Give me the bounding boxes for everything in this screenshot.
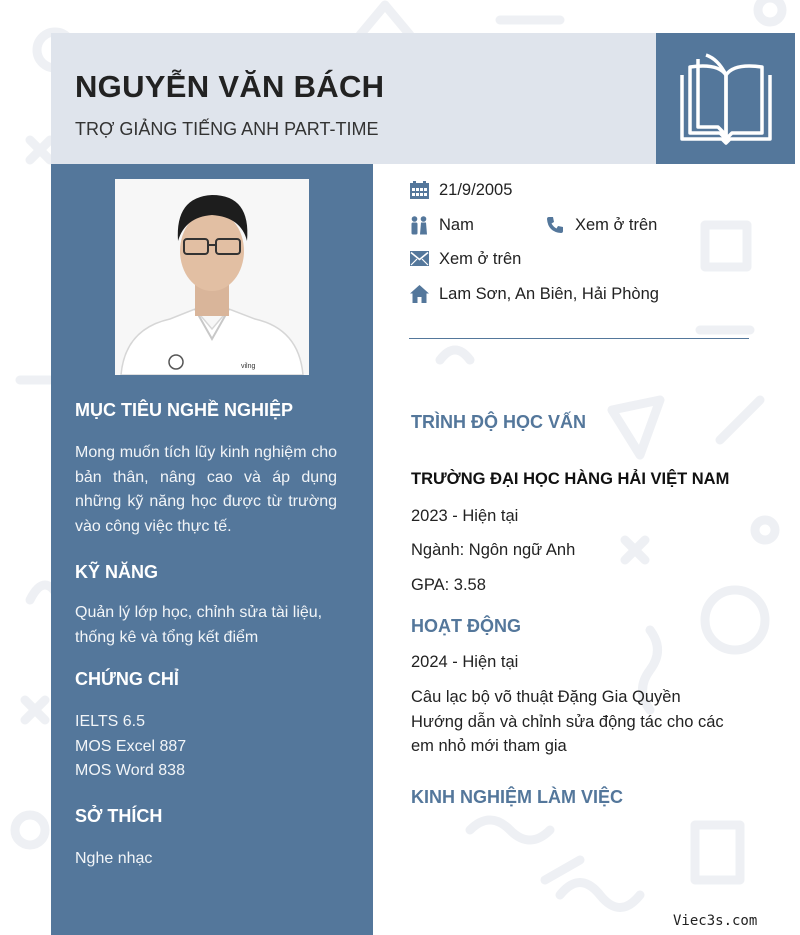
- hobbies-text: Nghe nhạc: [75, 850, 153, 867]
- open-book-icon: [678, 53, 774, 145]
- skills-text: Quản lý lớp học, chỉnh sửa tài liệu, thống kê và tổng kết điểm: [75, 604, 323, 646]
- objective-text: Mong muốn tích lũy kinh nghiệm cho bản thân, nâng cao và áp dụng những kỹ năng học được từ trường vào công việc thực tế.: [75, 444, 337, 535]
- experience-heading: KINH NGHIỆM LÀM VIỆC: [411, 787, 624, 807]
- education-gpa: GPA: 3.58: [411, 576, 486, 594]
- email-icon: [410, 251, 429, 266]
- watermark: Viec3s.com: [673, 913, 758, 929]
- school-name: TRƯỜNG ĐẠI HỌC HÀNG HẢI VIỆT NAM: [411, 470, 730, 488]
- job-title: TRỢ GIẢNG TIẾNG ANH PART-TIME: [75, 119, 379, 139]
- birthday-value: 21/9/2005: [439, 181, 513, 199]
- activity-period: 2024 - Hiện tại: [411, 653, 519, 671]
- email-value[interactable]: Xem ở trên: [439, 250, 522, 268]
- avatar: [115, 179, 309, 375]
- profile-photo: [115, 179, 309, 375]
- header-banner: [51, 33, 656, 164]
- address-value: Lam Sơn, An Biên, Hải Phòng: [439, 285, 659, 303]
- shirt-logo-text: vilng: [241, 363, 256, 370]
- calendar-icon: [410, 181, 429, 199]
- education-period: 2023 - Hiện tại: [411, 507, 519, 525]
- certificates-heading: CHỨNG CHỈ: [75, 669, 179, 689]
- book-logo-box: [656, 33, 795, 164]
- education-heading: TRÌNH ĐỘ HỌC VẤN: [411, 412, 586, 432]
- activity-description: [411, 685, 751, 759]
- sidebar: [51, 164, 373, 935]
- certificate-item: MOS Word 838: [75, 762, 185, 779]
- hobbies-heading: SỞ THÍCH: [75, 806, 163, 826]
- activity-detail: Hướng dẫn và chỉnh sửa động tác cho các em nhỏ mới tham gia: [411, 712, 724, 755]
- phone-icon: [546, 216, 564, 234]
- education-major: Ngành: Ngôn ngữ Anh: [411, 541, 576, 559]
- gender-icon: [410, 216, 428, 235]
- activities-heading: HOẠT ĐỘNG: [411, 616, 521, 636]
- home-icon: [410, 285, 429, 303]
- phone-value[interactable]: Xem ở trên: [575, 216, 658, 234]
- certificates-list: [75, 710, 337, 784]
- certificate-item: IELTS 6.5: [75, 713, 145, 730]
- candidate-name: NGUYỄN VĂN BÁCH: [75, 69, 385, 104]
- certificate-item: MOS Excel 887: [75, 737, 187, 755]
- divider: [409, 338, 749, 339]
- objective-heading: MỤC TIÊU NGHỀ NGHIỆP: [75, 400, 294, 420]
- activity-club: Câu lạc bộ võ thuật Đặng Gia Quyền: [411, 688, 681, 706]
- gender-value: Nam: [439, 216, 474, 234]
- skills-heading: KỸ NĂNG: [75, 562, 159, 582]
